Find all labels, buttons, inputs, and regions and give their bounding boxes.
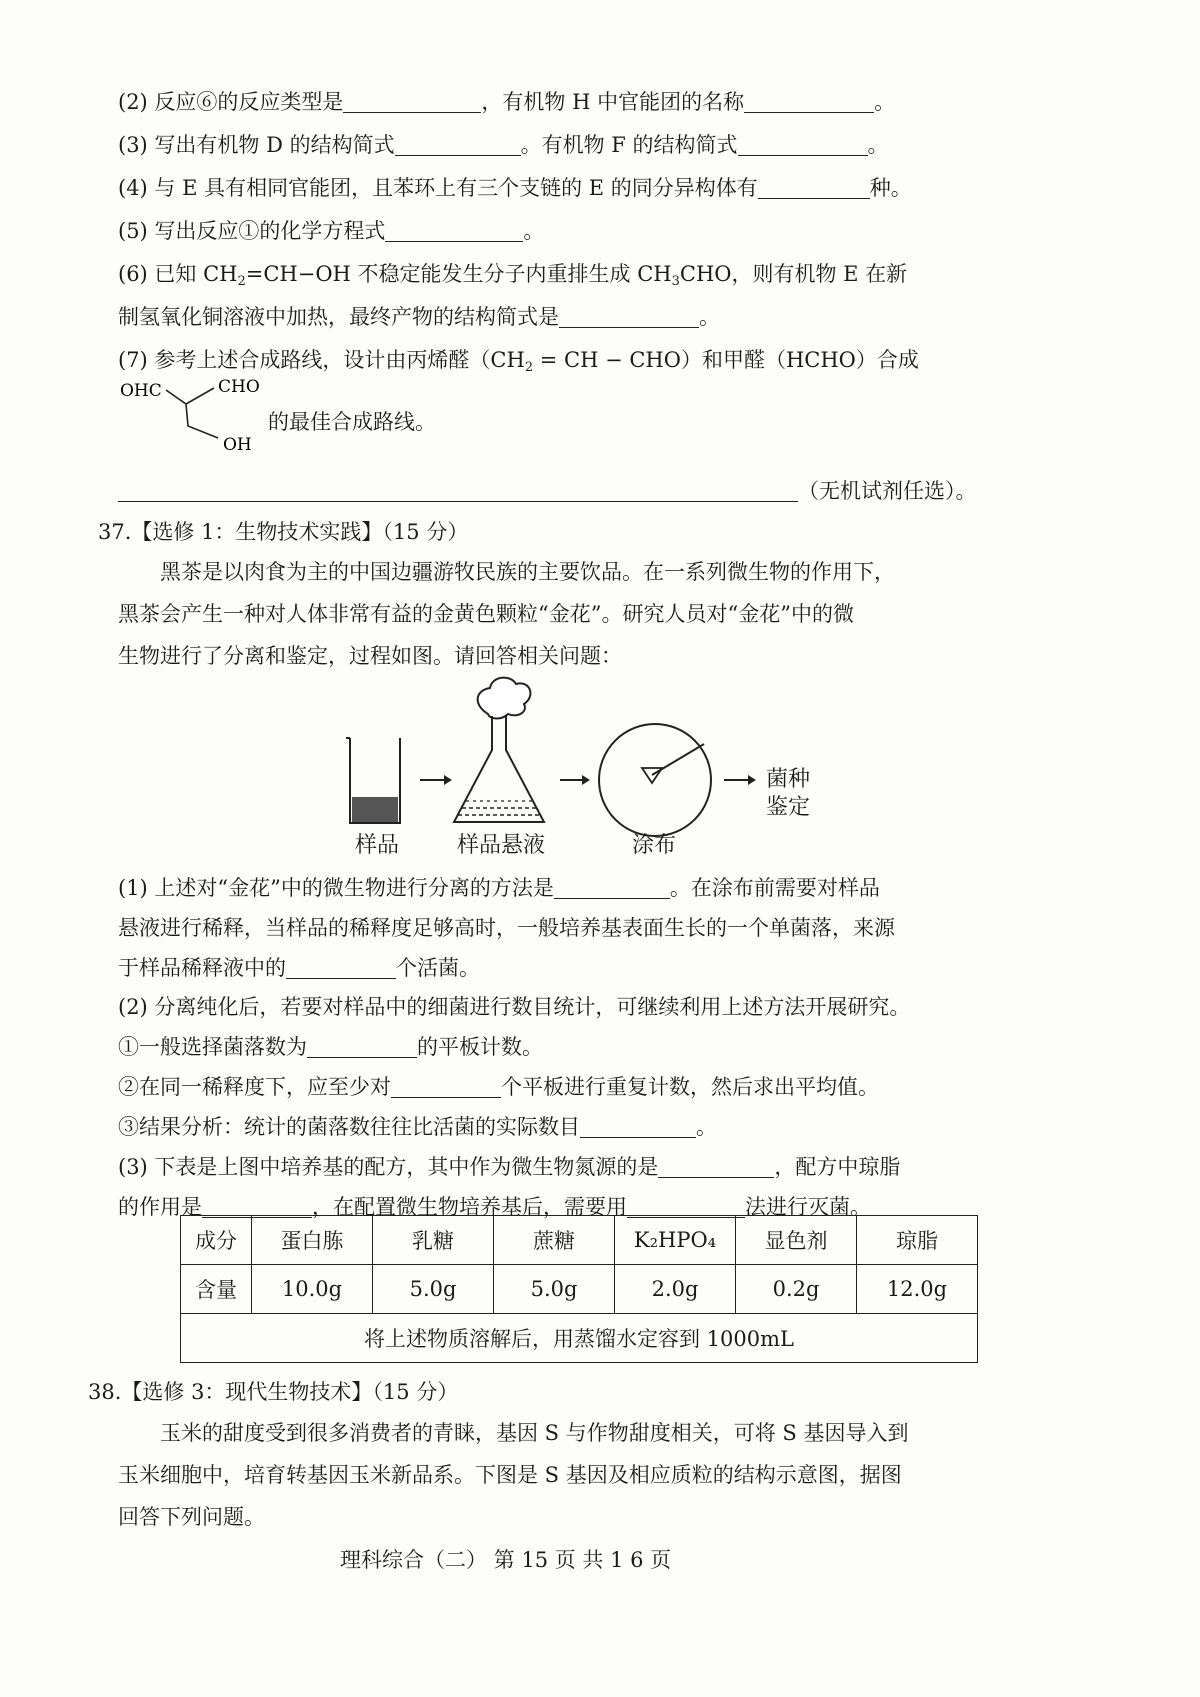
petri-dish-icon xyxy=(599,724,711,836)
answer-blank[interactable] xyxy=(343,90,481,113)
table-row xyxy=(181,1314,978,1363)
table-row xyxy=(181,1216,978,1265)
q37-sub1-line3: 于样品稀释液中的 个活菌。 xyxy=(118,956,480,980)
table-note: 将上述物质溶解后，用蒸馏水定容到 1000mL xyxy=(181,1314,978,1363)
table-cell: K₂HPO₄ xyxy=(615,1216,736,1265)
table-cell: 5.0g xyxy=(373,1265,494,1314)
q37-sub2-item3: ③结果分析：统计的菌落数往往比活菌的实际数目 。 xyxy=(118,1115,717,1139)
medium-recipe-table xyxy=(180,1215,978,1363)
table-row xyxy=(181,1265,978,1314)
table-cell: 10.0g xyxy=(252,1265,373,1314)
beaker-icon xyxy=(346,738,400,823)
answer-blank[interactable] xyxy=(738,133,868,156)
q37-sub3-line2: 的作用是 ，在配置微生物培养基后，需要用 法进行灭菌。 xyxy=(118,1195,871,1219)
q36-part7-line3: （无机试剂任选）。 xyxy=(118,476,977,506)
mol-label-oh: OH xyxy=(223,435,252,455)
figure-caption-suspension: 样品悬液 xyxy=(457,833,546,858)
q36-part4: (4) 与 E 具有相同官能团，且苯环上有三个支链的 E 的同分异构体有 种。 xyxy=(118,176,912,200)
q37-intro-2: 黑茶会产生一种对人体非常有益的金黄色颗粒“金花”。研究人员对“金花”中的微 xyxy=(118,602,854,626)
q38-text-3: 回答下列问题。 xyxy=(118,1505,265,1529)
q37-intro-3: 生物进行了分离和鉴定，过程如图。请回答相关问题： xyxy=(118,644,622,668)
q36-part2: (2) 反应⑥的反应类型是 ，有机物 H 中官能团的名称 。 xyxy=(118,90,896,114)
q37-intro-1: 黑茶是以肉食为主的中国边疆游牧民族的主要饮品。在一系列微生物的作用下， xyxy=(160,560,895,584)
figure-caption-sample: 样品 xyxy=(355,833,400,858)
q36-part5: (5) 写出反应①的化学方程式 。 xyxy=(118,219,545,243)
q37-sub2: (2) 分离纯化后，若要对样品中的细菌进行数目统计，可继续利用上述方法开展研究。 xyxy=(118,995,911,1019)
table-cell: 5.0g xyxy=(494,1265,615,1314)
q37-heading: 37.【选修 1：生物技术实践】（15 分） xyxy=(98,520,469,544)
q36-part7-line2: 的最佳合成路线。 xyxy=(268,410,436,434)
answer-blank[interactable] xyxy=(580,1115,696,1138)
mol-label-cho: CHO xyxy=(218,378,260,397)
q36-part6-line2: 制氢氧化铜溶液中加热，最终产物的结构简式是 。 xyxy=(118,305,720,329)
mol-bonds-2 xyxy=(186,404,218,438)
mol-label-ohc: OHC xyxy=(120,381,162,401)
q38-heading: 38.【选修 3：现代生物技术】（15 分） xyxy=(88,1380,459,1404)
table-cell: 12.0g xyxy=(857,1265,978,1314)
arrow-icon xyxy=(420,775,452,785)
figure-caption-spread: 涂布 xyxy=(632,833,677,858)
q37-sub1-line2: 悬液进行稀释，当样品的稀释度足够高时，一般培养基表面生长的一个单菌落，来源 xyxy=(118,916,895,940)
answer-blank[interactable] xyxy=(286,956,396,979)
answer-blank[interactable] xyxy=(395,133,521,156)
q37-sub2-item1: ①一般选择菌落数为 的平板计数。 xyxy=(118,1035,543,1059)
table-cell: 成分 xyxy=(181,1216,252,1265)
q36-part3: (3) 写出有机物 D 的结构简式 。有机物 F 的结构简式 。 xyxy=(118,133,889,157)
table-cell: 蛋白胨 xyxy=(252,1216,373,1265)
q37-sub1-line1: (1) 上述对“金花”中的微生物进行分离的方法是 。在涂布前需要对样品 xyxy=(118,876,880,900)
table-cell: 琼脂 xyxy=(857,1216,978,1265)
table-cell: 显色剂 xyxy=(736,1216,857,1265)
answer-blank[interactable] xyxy=(385,219,523,242)
answer-blank[interactable] xyxy=(758,176,870,199)
q36-part6-line1: (6) 已知 $CH_2=CH-OH$ 不稳定能发生分子内重排生成 $CH_3CHO$，则有机物 E 在新 xyxy=(118,262,908,289)
answer-blank[interactable] xyxy=(391,1075,501,1098)
table-cell: 乳糖 xyxy=(373,1216,494,1265)
table-cell: 0.2g xyxy=(736,1265,857,1314)
answer-blank[interactable] xyxy=(559,305,699,328)
q37-sub2-item2: ②在同一稀释度下，应至少对 个平板进行重复计数，然后求出平均值。 xyxy=(118,1075,879,1099)
flask-icon xyxy=(454,678,544,822)
table-cell: 蔗糖 xyxy=(494,1216,615,1265)
q37-sub3-line1: (3) 下表是上图中培养基的配方，其中作为微生物氮源的是 ，配方中琼脂 xyxy=(118,1155,901,1179)
q36-part7-line1: (7) 参考上述合成路线，设计由丙烯醛（$CH_2$ = CH − CHO）和甲醛（HCHO）合成 xyxy=(118,348,919,375)
experiment-figure xyxy=(330,670,830,880)
answer-blank[interactable] xyxy=(658,1155,774,1178)
table-cell: 2.0g xyxy=(615,1265,736,1314)
arrow-icon xyxy=(560,775,590,785)
answer-blank[interactable] xyxy=(307,1035,417,1058)
q38-text-2: 玉米细胞中，培育转基因玉米新品系。下图是 S 基因及相应质粒的结构示意图，据图 xyxy=(118,1463,902,1487)
arrow-icon xyxy=(724,775,756,785)
table-cell: 含量 xyxy=(181,1265,252,1314)
q38-text-1: 玉米的甜度受到很多消费者的青睐，基因 S 与作物甜度相关，可将 S 基因导入到 xyxy=(160,1421,909,1445)
page-footer: 理科综合（二） 第 15 页 共 1 6 页 xyxy=(340,1548,672,1572)
figure-label-identify-1: 菌种 xyxy=(766,767,811,792)
figure-label-identify-2: 鉴定 xyxy=(766,795,811,820)
answer-blank[interactable] xyxy=(118,479,798,502)
answer-blank[interactable] xyxy=(744,90,874,113)
mol-bonds xyxy=(166,388,214,404)
target-molecule-structure xyxy=(118,378,268,458)
answer-blank[interactable] xyxy=(554,876,670,899)
